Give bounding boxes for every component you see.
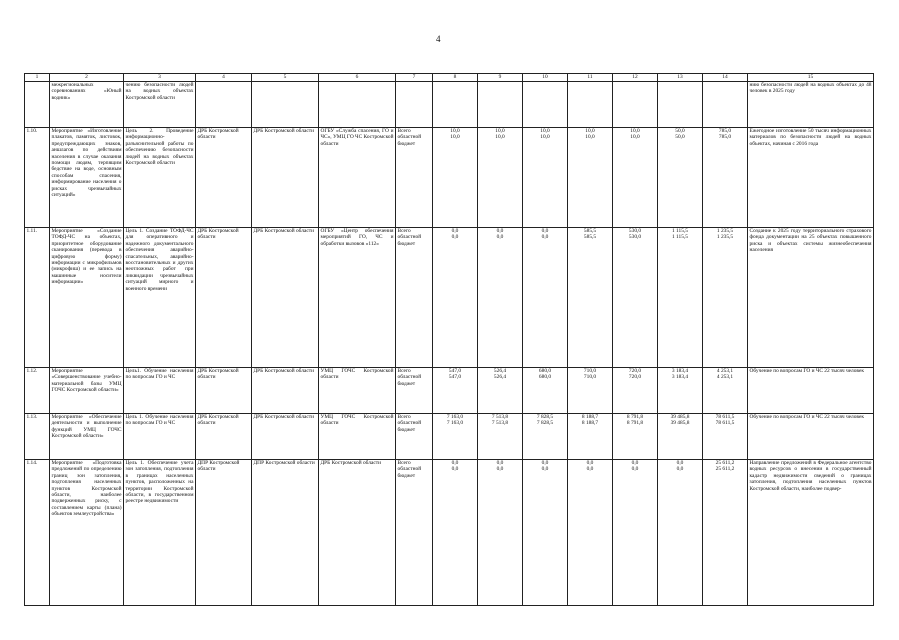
header-cell: 6	[319, 74, 396, 82]
expected-result: Направление предложений в Федеральное агентство водных ресурсов о внесении в государственный кадастр недвижимости сведений о границах затопления, подтопления населенных пунктов Костромской области, наиболее подвер-	[748, 460, 874, 606]
amount-value: 78 611,5	[715, 420, 735, 427]
amount-value: 10,0	[495, 128, 505, 134]
co-executor: ДРБ Костромской области	[252, 228, 319, 368]
amount-value: 0,0	[586, 460, 594, 466]
amount-cell	[433, 414, 478, 460]
funding-source-line: Всего	[397, 368, 411, 374]
funding-source-line: областной бюджет	[397, 234, 422, 247]
amount-value: 785,0	[718, 134, 732, 141]
amount-value: 530,0	[628, 228, 642, 234]
table-row	[25, 128, 874, 228]
goal: Цель 1. Создание ТОФД-ЧС для оперативного и надежного документального обеспечения аварийно-спасательных, аварийно-восстановительных и других неотложных работ при ликвидации чрезвычайных ситуаций мирного и военного времени	[124, 228, 196, 368]
funding-source	[396, 414, 433, 460]
amount-value: 8 791,8	[626, 420, 644, 427]
amount-cell	[613, 228, 658, 368]
amount-cell	[433, 228, 478, 368]
amount-value: 0,0	[541, 466, 549, 473]
executor: ДРБ Костромской области	[319, 460, 396, 606]
executor: ОГБУ «Служба спасения, ГО и ЧС», УМЦ ГО ЧС Костромской области	[319, 128, 396, 228]
amount-value: 10,0	[630, 134, 640, 141]
amount-value: 10,0	[540, 128, 550, 134]
event-name: Мероприятие «Обеспечение деятельности и выполнение функций УМЦ ГОЧС Костромской области»	[50, 414, 124, 460]
executor: УМЦ ГОЧС Костромской области	[319, 414, 396, 460]
funding-source	[396, 460, 433, 606]
amount-cell	[613, 128, 658, 228]
amount-value: 0,0	[496, 466, 504, 473]
funding-source-line: Всего	[397, 460, 411, 466]
amount-cell	[703, 368, 748, 414]
header-cell: 9	[478, 74, 523, 82]
administrator: ДРБ Костромской области	[196, 368, 252, 414]
header-cell: 14	[703, 74, 748, 82]
funding-source	[396, 228, 433, 368]
header-cell: 10	[523, 74, 568, 82]
amount-value: 25 611,2	[715, 460, 735, 466]
amount-value: 585,5	[583, 234, 597, 241]
administrator: ДРБ Костромской области	[196, 228, 252, 368]
funding-source	[396, 368, 433, 414]
amount-value: 7 513,8	[491, 420, 509, 427]
goal: Цель 1. Обеспечение учета зон затопления, подтопления в границах населенных пунктов, расположенных на территории Костромской области, в государственном реестре недвижимости	[124, 460, 196, 606]
amount-value: 710,0	[583, 374, 597, 381]
amount-cell	[613, 368, 658, 414]
header-cell: 1	[25, 74, 50, 82]
amount-cell	[568, 414, 613, 460]
amount-cell	[523, 460, 568, 606]
amount-cell	[523, 228, 568, 368]
header-cell: 5	[252, 74, 319, 82]
co-executor: ДРБ Костромской области	[252, 414, 319, 460]
row-number: 1.12.	[25, 368, 50, 414]
amount-cell	[613, 414, 658, 460]
amount-value: 0,0	[451, 466, 459, 473]
program-table	[24, 73, 874, 606]
amount-value: 10,0	[630, 128, 640, 134]
amount-cell	[523, 368, 568, 414]
amount-value: 50,0	[675, 134, 685, 141]
amount-value: 0,0	[496, 460, 504, 466]
goal: Цель1. Обучение населения по вопросам ГО и ЧС	[124, 368, 196, 414]
header-cell: 11	[568, 74, 613, 82]
page-number: 4	[436, 34, 441, 44]
amount-value: 547,0	[448, 368, 462, 374]
amount-value: 7 163,0	[446, 420, 464, 427]
amount-cell	[568, 460, 613, 606]
amount-value: 3 183,4	[671, 368, 689, 374]
amount-value: 8 188,7	[581, 420, 599, 427]
header-cell: 8	[433, 74, 478, 82]
amount-value: 10,0	[450, 128, 460, 134]
amount-value: 710,0	[583, 368, 597, 374]
amount-cell	[658, 460, 703, 606]
funding-source-line: областной бюджет	[397, 466, 422, 479]
amount-value: 0,0	[451, 460, 459, 466]
amount-value: 1 235,5	[716, 228, 734, 234]
administrator: ДРБ Костромской области	[196, 128, 252, 228]
amount-value: 8 791,8	[626, 414, 644, 420]
table-row	[25, 460, 874, 606]
amount-value: 680,0	[538, 374, 552, 381]
expected-result: Обучение по вопросам ГО и ЧС 22 тысяч человек	[748, 368, 874, 414]
amount-value: 10,0	[540, 134, 550, 141]
amount-value: 0,0	[496, 228, 504, 234]
funding-source-line: Всего	[397, 414, 411, 420]
table-row	[25, 228, 874, 368]
amount-value: 547,0	[448, 374, 462, 381]
co-executor: ДПР Костромской области	[252, 460, 319, 606]
funding-source-line: Всего	[397, 228, 411, 234]
expected-result: Ежегодное изготовление 50 тысяч информационных материалов по безопасности людей на водных объектах, начиная с 2016 года	[748, 128, 874, 228]
amount-value: 7 828,5	[536, 414, 554, 420]
header-cell: 2	[50, 74, 124, 82]
amount-cell	[658, 228, 703, 368]
amount-value: 526,4	[493, 374, 507, 381]
amount-cell	[703, 228, 748, 368]
amount-value: 0,0	[541, 228, 549, 234]
amount-value: 7 163,0	[446, 414, 464, 420]
amount-value: 10,0	[495, 134, 505, 141]
amount-value: 0,0	[676, 460, 684, 466]
amount-value: 720,0	[628, 374, 642, 381]
table-row	[25, 368, 874, 414]
header-cell: 3	[124, 74, 196, 82]
amount-value: 0,0	[496, 234, 504, 241]
amount-value: 0,0	[451, 234, 459, 241]
expected-result: Обучение по вопросам ГО и ЧС 22 тысяч человек	[748, 414, 874, 460]
goal: Цель 1. Обучение населения по вопросам ГО и ЧС	[124, 414, 196, 460]
amount-cell	[433, 128, 478, 228]
amount-cell	[658, 414, 703, 460]
amount-cell	[568, 368, 613, 414]
amount-cell	[433, 368, 478, 414]
amount-value: 720,0	[628, 368, 642, 374]
amount-value: 39 485,8	[670, 420, 690, 427]
amount-cell	[478, 414, 523, 460]
funding-source	[396, 128, 433, 228]
table-row	[25, 414, 874, 460]
amount-value: 585,5	[583, 228, 597, 234]
amount-value: 4 253,1	[716, 368, 734, 374]
header-cell: 4	[196, 74, 252, 82]
amount-value: 530,0	[628, 234, 642, 241]
amount-value: 39 485,8	[670, 414, 690, 420]
amount-cell	[478, 368, 523, 414]
amount-value: 7 513,8	[491, 414, 509, 420]
cont-goal: чению безопасности людей на водных объектах Костромской области	[124, 82, 196, 128]
amount-value: 680,0	[538, 368, 552, 374]
header-cell: 7	[396, 74, 433, 82]
header-row	[25, 74, 874, 82]
amount-value: 10,0	[585, 134, 595, 141]
row-number: 1.14.	[25, 460, 50, 606]
amount-cell	[478, 228, 523, 368]
amount-cell	[658, 368, 703, 414]
amount-value: 10,0	[450, 134, 460, 141]
executor: ОГБУ «Центр обеспечения мероприятий ГО, ЧС и обработки вызовов «112»	[319, 228, 396, 368]
header-cell: 13	[658, 74, 703, 82]
event-name: Мероприятие «Совершенствование учебно-материальной базы УМЦ ГОЧС Костромской области»	[50, 368, 124, 414]
funding-source-line: областной бюджет	[397, 134, 422, 147]
administrator: ДПР Костромской области	[196, 460, 252, 606]
amount-cell	[703, 460, 748, 606]
event-name: Мероприятие «Создание ТОФД-ЧС на объектах, приоритетное оборудование сканирования (перевода в цифровую форму) информации с микрофильмов (микрофиш) и ее запись на машинные носители информации»	[50, 228, 124, 368]
amount-cell	[523, 128, 568, 228]
amount-cell	[613, 460, 658, 606]
executor: УМЦ ГОЧС Костромской области	[319, 368, 396, 414]
amount-value: 25 611,2	[715, 466, 735, 473]
amount-value: 0,0	[631, 466, 639, 473]
amount-value: 1 115,5	[672, 228, 688, 234]
amount-value: 0,0	[586, 466, 594, 473]
row-number: 1.10.	[25, 128, 50, 228]
amount-cell	[568, 128, 613, 228]
goal: Цель 2. Проведение информационно-разъяснительной работы по обеспечению безопасности людей на водных объектах Костромской области	[124, 128, 196, 228]
amount-value: 0,0	[676, 466, 684, 473]
funding-source-line: Всего	[397, 128, 411, 134]
amount-value: 0,0	[541, 460, 549, 466]
amount-cell	[433, 460, 478, 606]
header-cell: 15	[748, 74, 874, 82]
co-executor: ДРБ Костромской области	[252, 368, 319, 414]
administrator: ДРБ Костромской области	[196, 414, 252, 460]
funding-source-line: областной бюджет	[397, 420, 422, 433]
amount-cell	[478, 128, 523, 228]
amount-value: 0,0	[631, 460, 639, 466]
amount-value: 1 235,5	[716, 234, 734, 241]
amount-cell	[568, 228, 613, 368]
amount-cell	[703, 414, 748, 460]
row-number: 1.11.	[25, 228, 50, 368]
amount-value: 8 188,7	[581, 414, 599, 420]
amount-cell	[523, 414, 568, 460]
expected-result: Создание к 2025 году территориального страхового фонда документации на 25 объектах повышенного риска и объектах системы жизнеобеспечения населения	[748, 228, 874, 368]
amount-value: 3 183,4	[671, 374, 689, 381]
amount-value: 7 828,5	[536, 420, 554, 427]
amount-cell	[703, 128, 748, 228]
amount-value: 526,4	[493, 368, 507, 374]
amount-value: 1 115,5	[672, 234, 688, 241]
amount-cell	[658, 128, 703, 228]
amount-cell	[478, 460, 523, 606]
cont-result: нию безопасности людей на водных объектах до 48 человек в 2025 году	[748, 82, 874, 128]
amount-value: 4 253,1	[716, 374, 734, 381]
continuation-row	[25, 82, 874, 128]
amount-value: 78 611,5	[715, 414, 735, 420]
header-cell: 12	[613, 74, 658, 82]
event-name: Мероприятие «Изготовление плакатов, памяток, листовок, предупреждающих знаков, аншлагов по действиям населения в случае оказания помощи людям, терпящим бедствие на воде, основным способам спасения, информирование населения о рисках чрезвычайных ситуаций»	[50, 128, 124, 228]
row-number: 1.13.	[25, 414, 50, 460]
amount-value: 10,0	[585, 128, 595, 134]
amount-value: 0,0	[451, 228, 459, 234]
amount-value: 785,0	[718, 128, 732, 134]
funding-source-line: областной бюджет	[397, 374, 422, 387]
event-name: Мероприятие «Подготовка предложений по определению границ зон затопления, подтопления населенных пунктов Костромской области, наиболее подверженных риску, с составлением карты (плана) объектов землеустройства»	[50, 460, 124, 606]
amount-value: 0,0	[541, 234, 549, 241]
amount-value: 50,0	[675, 128, 685, 134]
cont-event: межрегиональных соревнованиях «Юный водник»	[50, 82, 124, 128]
co-executor: ДРБ Костромской области	[252, 128, 319, 228]
